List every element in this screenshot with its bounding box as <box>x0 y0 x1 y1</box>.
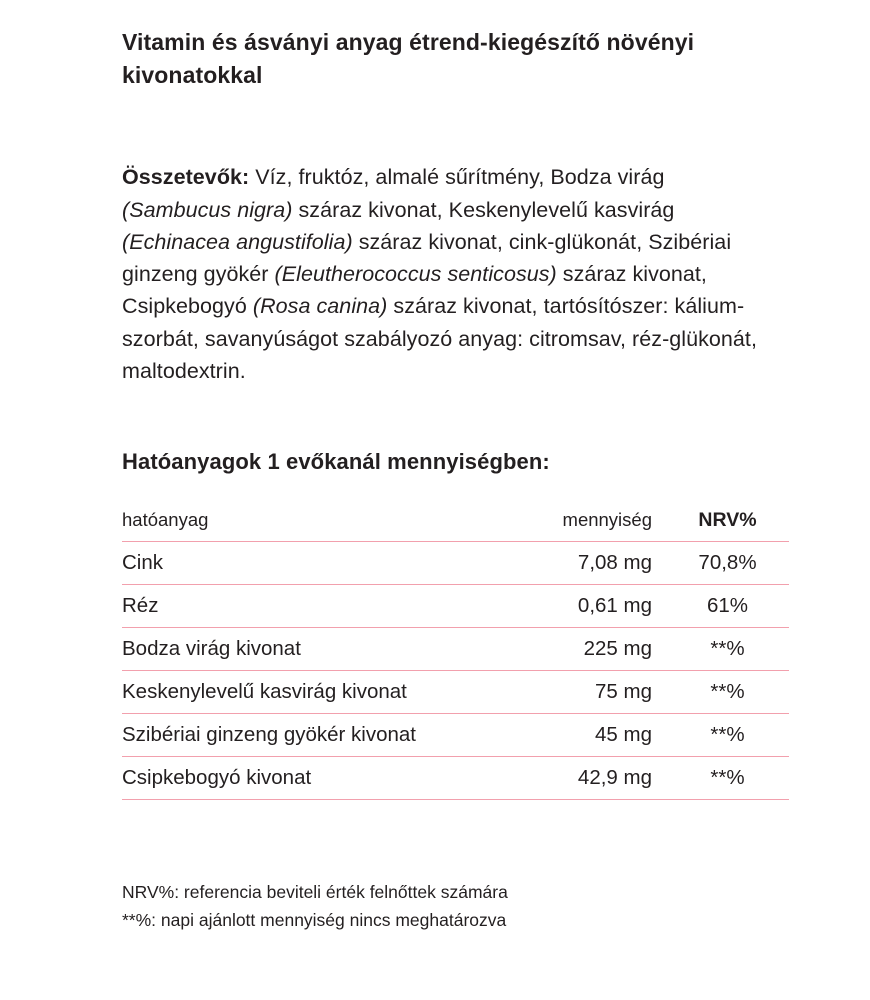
cell-nrv: 61% <box>666 585 789 628</box>
footnotes <box>122 878 770 935</box>
ingredients-paragraph <box>122 161 770 387</box>
ingredients-italic-2: (Echinacea angustifolia) <box>122 229 353 254</box>
footnote-nrv: NRV%: referencia beviteli érték felnőttek számára <box>122 882 508 903</box>
page-title: Vitamin és ásványi anyag étrend-kiegészítő növényi kivonatokkal <box>122 29 695 88</box>
cell-amount: 7,08 mg <box>452 542 666 585</box>
ingredients-italic-3: (Eleutherococcus senticosus) <box>274 262 557 287</box>
cell-amount: 225 mg <box>452 628 666 671</box>
cell-nrv: 70,8% <box>666 542 789 585</box>
nutrients-table-body <box>122 542 789 800</box>
ingredients-label: Összetevők: <box>122 165 250 190</box>
ingredients-italic-1: (Sambucus nigra) <box>122 197 293 222</box>
table-row <box>122 628 789 671</box>
cell-name: Cink <box>122 542 452 585</box>
cell-name: Réz <box>122 585 452 628</box>
cell-nrv: **% <box>666 714 789 757</box>
column-header-name: hatóanyag <box>122 499 452 542</box>
column-header-nrv: NRV% <box>666 499 789 542</box>
cell-name: Bodza virág kivonat <box>122 628 452 671</box>
cell-nrv: **% <box>666 671 789 714</box>
ingredients-text-5: száraz kivonat, tartósítószer: kálium-szorbát, savanyúságot szabályozó anyag: citromsav, réz-glükonát, maltodextrin. <box>122 294 757 383</box>
ingredients-text-2: száraz kivonat, Keskenylevelű kasvirág <box>292 197 675 222</box>
table-row <box>122 542 789 585</box>
nutrients-caption: Hatóanyagok 1 evőkanál mennyiségben: <box>122 449 550 475</box>
footnote-asterisk: **%: napi ajánlott mennyiség nincs meghatározva <box>122 910 507 931</box>
table-row <box>122 585 789 628</box>
cell-name: Csipkebogyó kivonat <box>122 757 452 800</box>
ingredients-italic-4: (Rosa canina) <box>252 294 388 319</box>
table-row <box>122 714 789 757</box>
table-header-row <box>122 499 789 542</box>
ingredients-text-4: száraz kivonat, Csipkebogyó <box>122 262 707 319</box>
table-row <box>122 757 789 800</box>
column-header-amount: mennyiség <box>452 499 666 542</box>
ingredients-text-3: száraz kivonat, cink-glükonát, Szibériai ginzeng gyökér <box>122 229 732 287</box>
cell-amount: 45 mg <box>452 714 666 757</box>
nutrients-table-head <box>122 499 789 542</box>
nutrients-table <box>122 499 789 800</box>
ingredients-text-1: Víz, fruktóz, almalé sűrítmény, Bodza virág <box>249 165 665 190</box>
cell-amount: 75 mg <box>452 671 666 714</box>
table-row <box>122 671 789 714</box>
cell-nrv: **% <box>666 628 789 671</box>
cell-amount: 0,61 mg <box>452 585 666 628</box>
cell-nrv: **% <box>666 757 789 800</box>
cell-amount: 42,9 mg <box>452 757 666 800</box>
cell-name: Szibériai ginzeng gyökér kivonat <box>122 714 452 757</box>
cell-name: Keskenylevelű kasvirág kivonat <box>122 671 452 714</box>
